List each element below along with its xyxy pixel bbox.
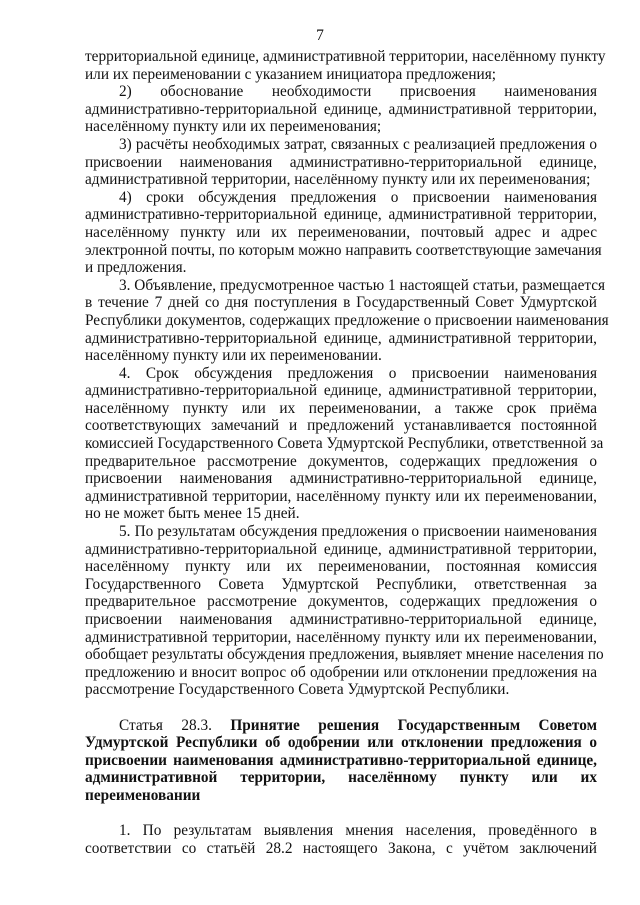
text-line: административно-территориальной единице, административной территории,	[85, 206, 597, 224]
article-title: Принятие решения Государственным Советом	[230, 716, 597, 734]
page-number: 7	[316, 27, 324, 44]
article-number: Статья 28.3.	[119, 716, 231, 734]
text-line: 4) сроки обсуждения предложения о присвоении наименования	[119, 188, 597, 206]
text-line: но не может быть менее 15 дней.	[85, 505, 300, 523]
text-line: предложению и вносит вопрос об одобрении или отклонении предложения на	[85, 663, 597, 681]
text-line: административной территории, населённому пункту или их переименования;	[85, 171, 591, 189]
text-line: территориальной единице, административной территории, населённому пункту	[85, 48, 606, 65]
text-line: населённому пункту или их переименовании, почтовый адрес и адрес	[85, 223, 597, 241]
spacer	[85, 699, 597, 717]
text-line: населённому пункту или их переименовании.	[85, 347, 382, 365]
text-line: административной территории, населённому пункту или их переименовании,	[85, 487, 597, 505]
text-line: 3. Объявление, предусмотренное частью 1 настоящей статьи, размещается	[119, 276, 606, 294]
text-line: населённому пункту или их переименовании, а также срок приёма	[85, 399, 597, 417]
text-line: 2) обоснование необходимости присвоения наименования	[119, 83, 597, 101]
document-body	[85, 48, 609, 857]
text-line: 3) расчёты необходимых затрат, связанных с реализацией предложения о	[119, 135, 597, 153]
text-line: соответствии со статьёй 28.2 настоящего Закона, с учётом заключений	[85, 839, 597, 857]
text-line: предварительное рассмотрение документов, содержащих предложения о	[85, 593, 597, 611]
text-line: или их переименовании с указанием инициатора предложения;	[85, 65, 496, 83]
article-heading-line: переименовании	[85, 786, 201, 804]
article-heading-line: присвоении наименования административно-территориальной единице,	[85, 751, 597, 769]
text-line: Республики документов, содержащих предложение о присвоении наименования	[85, 311, 609, 329]
text-line: административно-территориальной единице, административной территории,	[85, 329, 597, 347]
text-line: административно-территориальной единице, административной территории,	[85, 382, 597, 400]
text-line: обобщает результаты обсуждения предложения, выявляет мнение населения по	[85, 646, 604, 664]
text-line: Государственного Совета Удмуртской Республики, ответственная за	[85, 575, 597, 593]
text-line: 5. По результатам обсуждения предложения о присвоении наименования	[119, 523, 597, 541]
text-line: комиссией Государственного Совета Удмуртской Республики, ответственной за	[85, 435, 604, 453]
text-line: и предложения.	[85, 259, 187, 277]
text-line: административно-территориальной единице, административной территории,	[85, 100, 597, 118]
text-line: присвоении наименования административно-территориальной единице,	[85, 470, 597, 488]
text-line: административной территории, населённому пункту или их переименовании,	[85, 628, 597, 646]
text-line: населённому пункту или их переименования;	[85, 118, 382, 136]
text-line: присвоении наименования административно-территориальной единице,	[85, 153, 597, 171]
text-line: соответствующих замечаний и предложений устанавливается постоянной	[85, 417, 597, 435]
text-line: в течение 7 дней со дня поступления в Государственный Совет Удмуртской	[85, 294, 597, 312]
text-line: 4. Срок обсуждения предложения о присвоении наименования	[119, 364, 597, 382]
text-line: административно-территориальной единице, административной территории,	[85, 540, 597, 558]
article-heading-line: административной территории, населённому пункту или их	[85, 769, 597, 787]
spacer	[85, 805, 597, 823]
text-line: населённому пункту или их переименовании, постоянная комиссия	[85, 558, 597, 576]
article-heading-line: Удмуртской Республики об одобрении или отклонении предложения о	[85, 734, 597, 752]
text-line: присвоении наименования административно-территориальной единице,	[85, 611, 597, 628]
text-line: рассмотрение Государственного Совета Удмуртской Республики.	[85, 681, 510, 699]
text-line: электронной почты, по которым можно направить соответствующие замечания	[85, 241, 602, 259]
article-heading-line	[85, 717, 597, 735]
text-line: предварительное рассмотрение документов, содержащих предложения о	[85, 452, 597, 470]
text-line: 1. По результатам выявления мнения населения, проведённого в	[119, 822, 597, 840]
